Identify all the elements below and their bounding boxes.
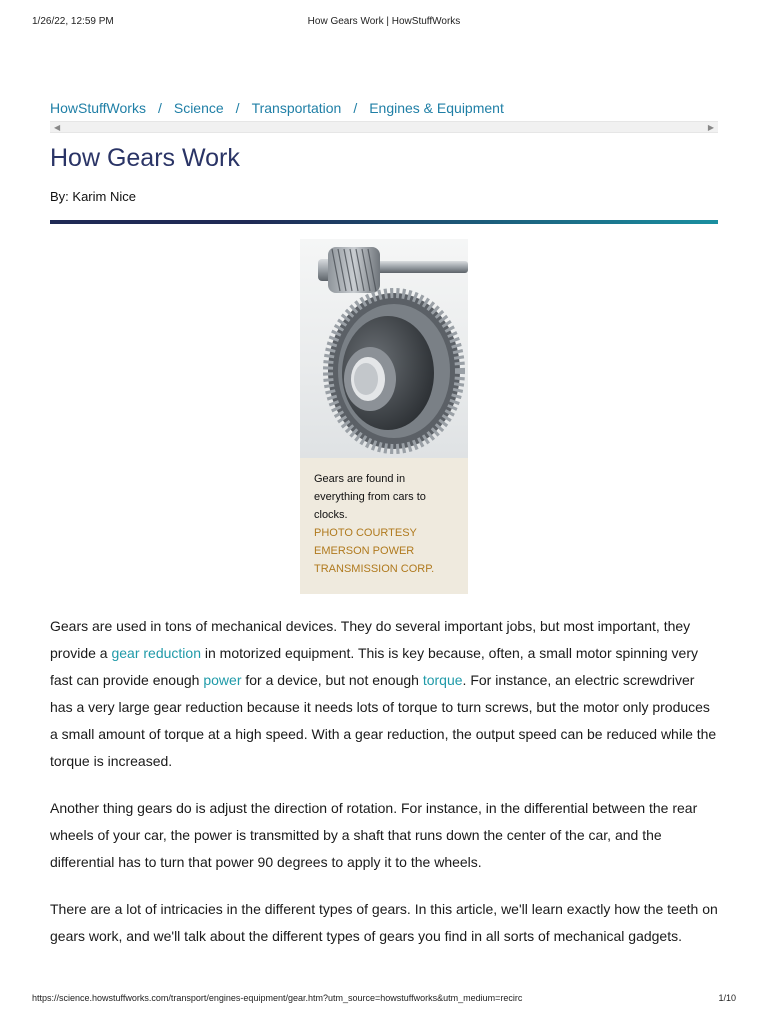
page-number: 1/10 — [718, 993, 736, 1003]
breadcrumb-scrollbar[interactable] — [50, 121, 718, 133]
gear-photo — [300, 239, 468, 458]
link-gear-reduction[interactable]: gear reduction — [111, 645, 201, 661]
article-figure — [300, 239, 468, 594]
article-body — [50, 613, 720, 970]
breadcrumb-item-science[interactable]: Science — [173, 100, 224, 116]
breadcrumb-item-engines-equipment[interactable]: Engines & Equipment — [369, 100, 504, 116]
scroll-right-icon[interactable]: ▶ — [707, 123, 714, 132]
title-divider — [50, 220, 718, 224]
page-title: How Gears Work — [50, 144, 240, 172]
paragraph-text: in motorized equipment. This is key because, often, a small motor spinning very fast can provide enough — [50, 645, 698, 688]
paragraph-text: . For instance, an electric screwdriver has a very large gear reduction because it needs lots of torque to turn screws, but the motor only produces a small amount of torque at a high speed. With a gear reduction, the output speed can be reduced while the torque is increased. — [50, 672, 717, 769]
photo-credit: PHOTO COURTESY EMERSON POWER TRANSMISSION CORP. — [314, 527, 435, 575]
scroll-left-icon[interactable]: ◀ — [54, 123, 61, 132]
breadcrumb-separator: / — [235, 100, 240, 116]
breadcrumb-item-howstuffworks[interactable]: HowStuffWorks — [50, 100, 146, 116]
breadcrumb-separator: / — [353, 100, 358, 116]
caption-text: Gears are found in everything from cars to clocks. — [314, 473, 426, 521]
link-power[interactable]: power — [203, 672, 242, 688]
print-url: https://science.howstuffworks.com/transport/engines-equipment/gear.htm?utm_source=howstuffworks&utm_medium=recirc — [32, 993, 523, 1003]
article-paragraph: Another thing gears do is adjust the direction of rotation. For instance, in the differential between the rear wheels of your car, the power is transmitted by a shaft that runs down the center of the car, and the differential has to turn that power 90 degrees to apply it to the wheels. — [50, 800, 698, 870]
breadcrumb — [50, 100, 504, 116]
print-header — [32, 16, 736, 30]
figure-caption — [300, 458, 468, 594]
breadcrumb-separator: / — [157, 100, 162, 116]
link-torque[interactable]: torque — [422, 672, 463, 688]
paragraph-text: Gears are used in tons of mechanical devices. They do several important jobs, but most important, they provide a — [50, 618, 691, 661]
breadcrumb-item-transportation[interactable]: Transportation — [251, 100, 342, 116]
article-paragraph: There are a lot of intricacies in the different types of gears. In this article, we'll learn exactly how the teeth on gears work, and we'll talk about the different types of gears you find in all sorts of mechanical gadgets. — [50, 901, 718, 944]
print-footer — [32, 993, 736, 1007]
author-byline: By: Karim Nice — [50, 189, 136, 204]
article-paragraph — [50, 613, 720, 775]
print-timestamp: 1/26/22, 12:59 PM — [32, 16, 114, 27]
paragraph-text: for a device, but not enough — [241, 672, 423, 688]
print-page-title: How Gears Work | HowStuffWorks — [307, 16, 461, 27]
helical-gear-illustration — [300, 239, 468, 458]
